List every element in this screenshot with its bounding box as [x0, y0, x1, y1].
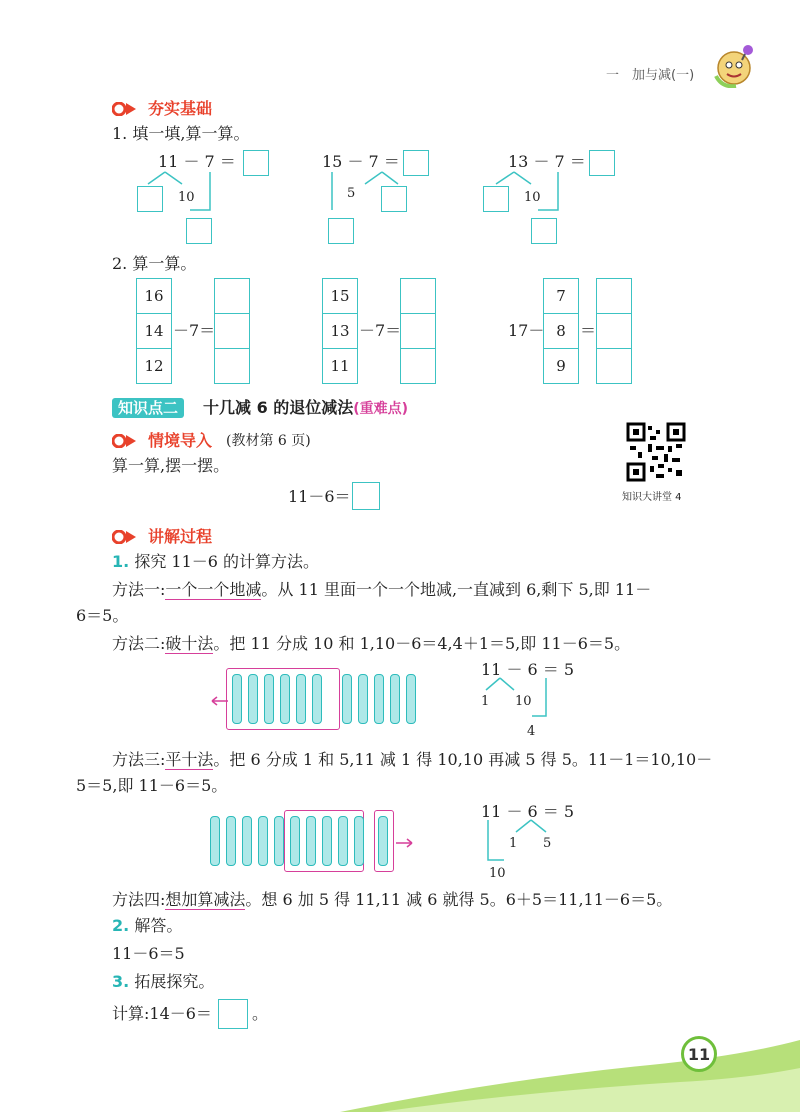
footer-wave	[0, 1020, 800, 1112]
stick	[226, 816, 236, 866]
stick	[354, 816, 364, 866]
chapter-title: 一 加与减(一)	[606, 68, 695, 83]
grid-cell: 11	[322, 348, 358, 384]
m2-diag-a: 1	[481, 694, 490, 709]
q1-p1-expr: 11 － 7 ＝	[158, 152, 236, 171]
method-3-cont: 5＝5,即 11－6＝5。	[76, 776, 228, 795]
q1-p3-part: 10	[524, 190, 541, 205]
grid-cell: 14	[136, 313, 172, 349]
m3-diag-a: 1	[509, 836, 518, 851]
explore-3: 3. 拓展探究。	[112, 972, 215, 991]
answer-cell[interactable]	[214, 313, 250, 349]
answer-box[interactable]	[381, 186, 407, 212]
m3-diagram-expr: 11 － 6 ＝ 5	[481, 802, 575, 821]
sticks-bundle-2	[206, 810, 416, 872]
section-title-explanation: 讲解过程	[112, 524, 212, 547]
explore-3-calc: 计算:14－6＝	[112, 1004, 212, 1023]
section-title-scenario: 情境导入 (教材第 6 页)	[112, 428, 311, 451]
stick	[274, 816, 284, 866]
stick	[232, 674, 242, 724]
grid-cell: 8	[543, 313, 579, 349]
answer-cell[interactable]	[596, 348, 632, 384]
answer-box[interactable]	[137, 186, 163, 212]
question-2-label: 2. 算一算。	[112, 254, 197, 273]
method-2: 方法二:破十法。把 11 分成 10 和 1,10－6＝4,4＋1＝5,即 11－6＝5。	[112, 634, 631, 653]
answer-cell[interactable]	[400, 313, 436, 349]
answer-cell[interactable]	[214, 348, 250, 384]
arrow-badge-icon	[112, 101, 138, 115]
answer-box[interactable]	[589, 150, 615, 176]
arrow-badge-icon	[112, 433, 138, 447]
m2-diag-b: 10	[515, 694, 532, 709]
grid-cell: 15	[322, 278, 358, 314]
m3-diag-c: 10	[489, 866, 506, 881]
stick	[210, 816, 220, 866]
explore-3-end: 。	[252, 1004, 269, 1023]
explore-1: 1. 探究 11－6 的计算方法。	[112, 552, 320, 571]
page-number-badge: 11	[681, 1036, 717, 1072]
stick	[258, 816, 268, 866]
question-1-label: 1. 填一填,算一算。	[112, 124, 250, 143]
grid-cell: 7	[543, 278, 579, 314]
arrow-badge-icon	[112, 529, 138, 543]
grid-cell: 9	[543, 348, 579, 384]
grid-cell: 16	[136, 278, 172, 314]
stick	[296, 674, 306, 724]
answer-box[interactable]	[243, 150, 269, 176]
answer-box[interactable]	[483, 186, 509, 212]
stick	[338, 816, 348, 866]
q1-p2-part: 5	[347, 186, 356, 201]
answer-cell[interactable]	[596, 313, 632, 349]
answer-box[interactable]	[328, 218, 354, 244]
operator: －7＝	[359, 321, 402, 340]
m2-diagram-expr: 11 － 6 ＝ 5	[481, 660, 575, 679]
operator: ＝	[580, 321, 597, 340]
stick	[358, 674, 368, 724]
operator: －7＝	[173, 321, 216, 340]
split-lines	[476, 818, 566, 864]
stick	[342, 674, 352, 724]
method-1-cont: 6＝5。	[76, 606, 129, 625]
answer-cell[interactable]	[596, 278, 632, 314]
knowledge-point-title: 十几减 6 的退位减法(重难点)	[203, 398, 409, 417]
answer-box[interactable]	[531, 218, 557, 244]
operator: 17－	[508, 321, 545, 340]
mascot-icon	[712, 40, 760, 88]
explore-2: 2. 解答。	[112, 916, 183, 935]
section-title-basics: 夯实基础	[112, 96, 212, 119]
stick	[264, 674, 274, 724]
answer-box[interactable]	[186, 218, 212, 244]
stick	[322, 816, 332, 866]
grid-cell: 12	[136, 348, 172, 384]
stick	[306, 816, 316, 866]
stick	[390, 674, 400, 724]
m2-diag-c: 4	[527, 724, 536, 739]
qr-caption: 知识大讲堂 4	[622, 492, 682, 503]
knowledge-point-badge: 知识点二	[112, 398, 184, 418]
stick	[312, 674, 322, 724]
method-4: 方法四:想加算减法。想 6 加 5 得 11,11 减 6 就得 5。6＋5＝11,11－6＝5。	[112, 890, 673, 909]
stick	[406, 674, 416, 724]
answer-box[interactable]	[352, 482, 380, 510]
answer-cell[interactable]	[400, 278, 436, 314]
stick	[248, 674, 258, 724]
method-3: 方法三:平十法。把 6 分成 1 和 5,11 减 1 得 10,10 再减 5 得 5。11－1＝10,10－	[112, 750, 713, 769]
scenario-expr: 11－6＝	[288, 487, 351, 506]
grid-cell: 13	[322, 313, 358, 349]
answer-cell[interactable]	[400, 348, 436, 384]
arrow-right-icon	[394, 838, 416, 848]
stick	[280, 674, 290, 724]
q1-p1-part: 10	[178, 190, 195, 205]
m3-diag-b: 5	[543, 836, 552, 851]
q1-p3-expr: 13 － 7 ＝	[508, 152, 586, 171]
stick	[378, 816, 388, 866]
scenario-text: 算一算,摆一摆。	[112, 456, 230, 475]
qr-code-icon	[626, 422, 686, 482]
sticks-bundle-1	[208, 668, 418, 730]
method-1: 方法一:一个一个地减。从 11 里面一个一个地减,一直减到 6,剩下 5,即 11－	[112, 580, 652, 599]
answer-cell[interactable]	[214, 278, 250, 314]
stick	[290, 816, 300, 866]
explore-2-answer: 11－6＝5	[112, 944, 185, 963]
q1-p2-expr: 15 － 7 ＝	[322, 152, 400, 171]
stick	[374, 674, 384, 724]
stick	[242, 816, 252, 866]
